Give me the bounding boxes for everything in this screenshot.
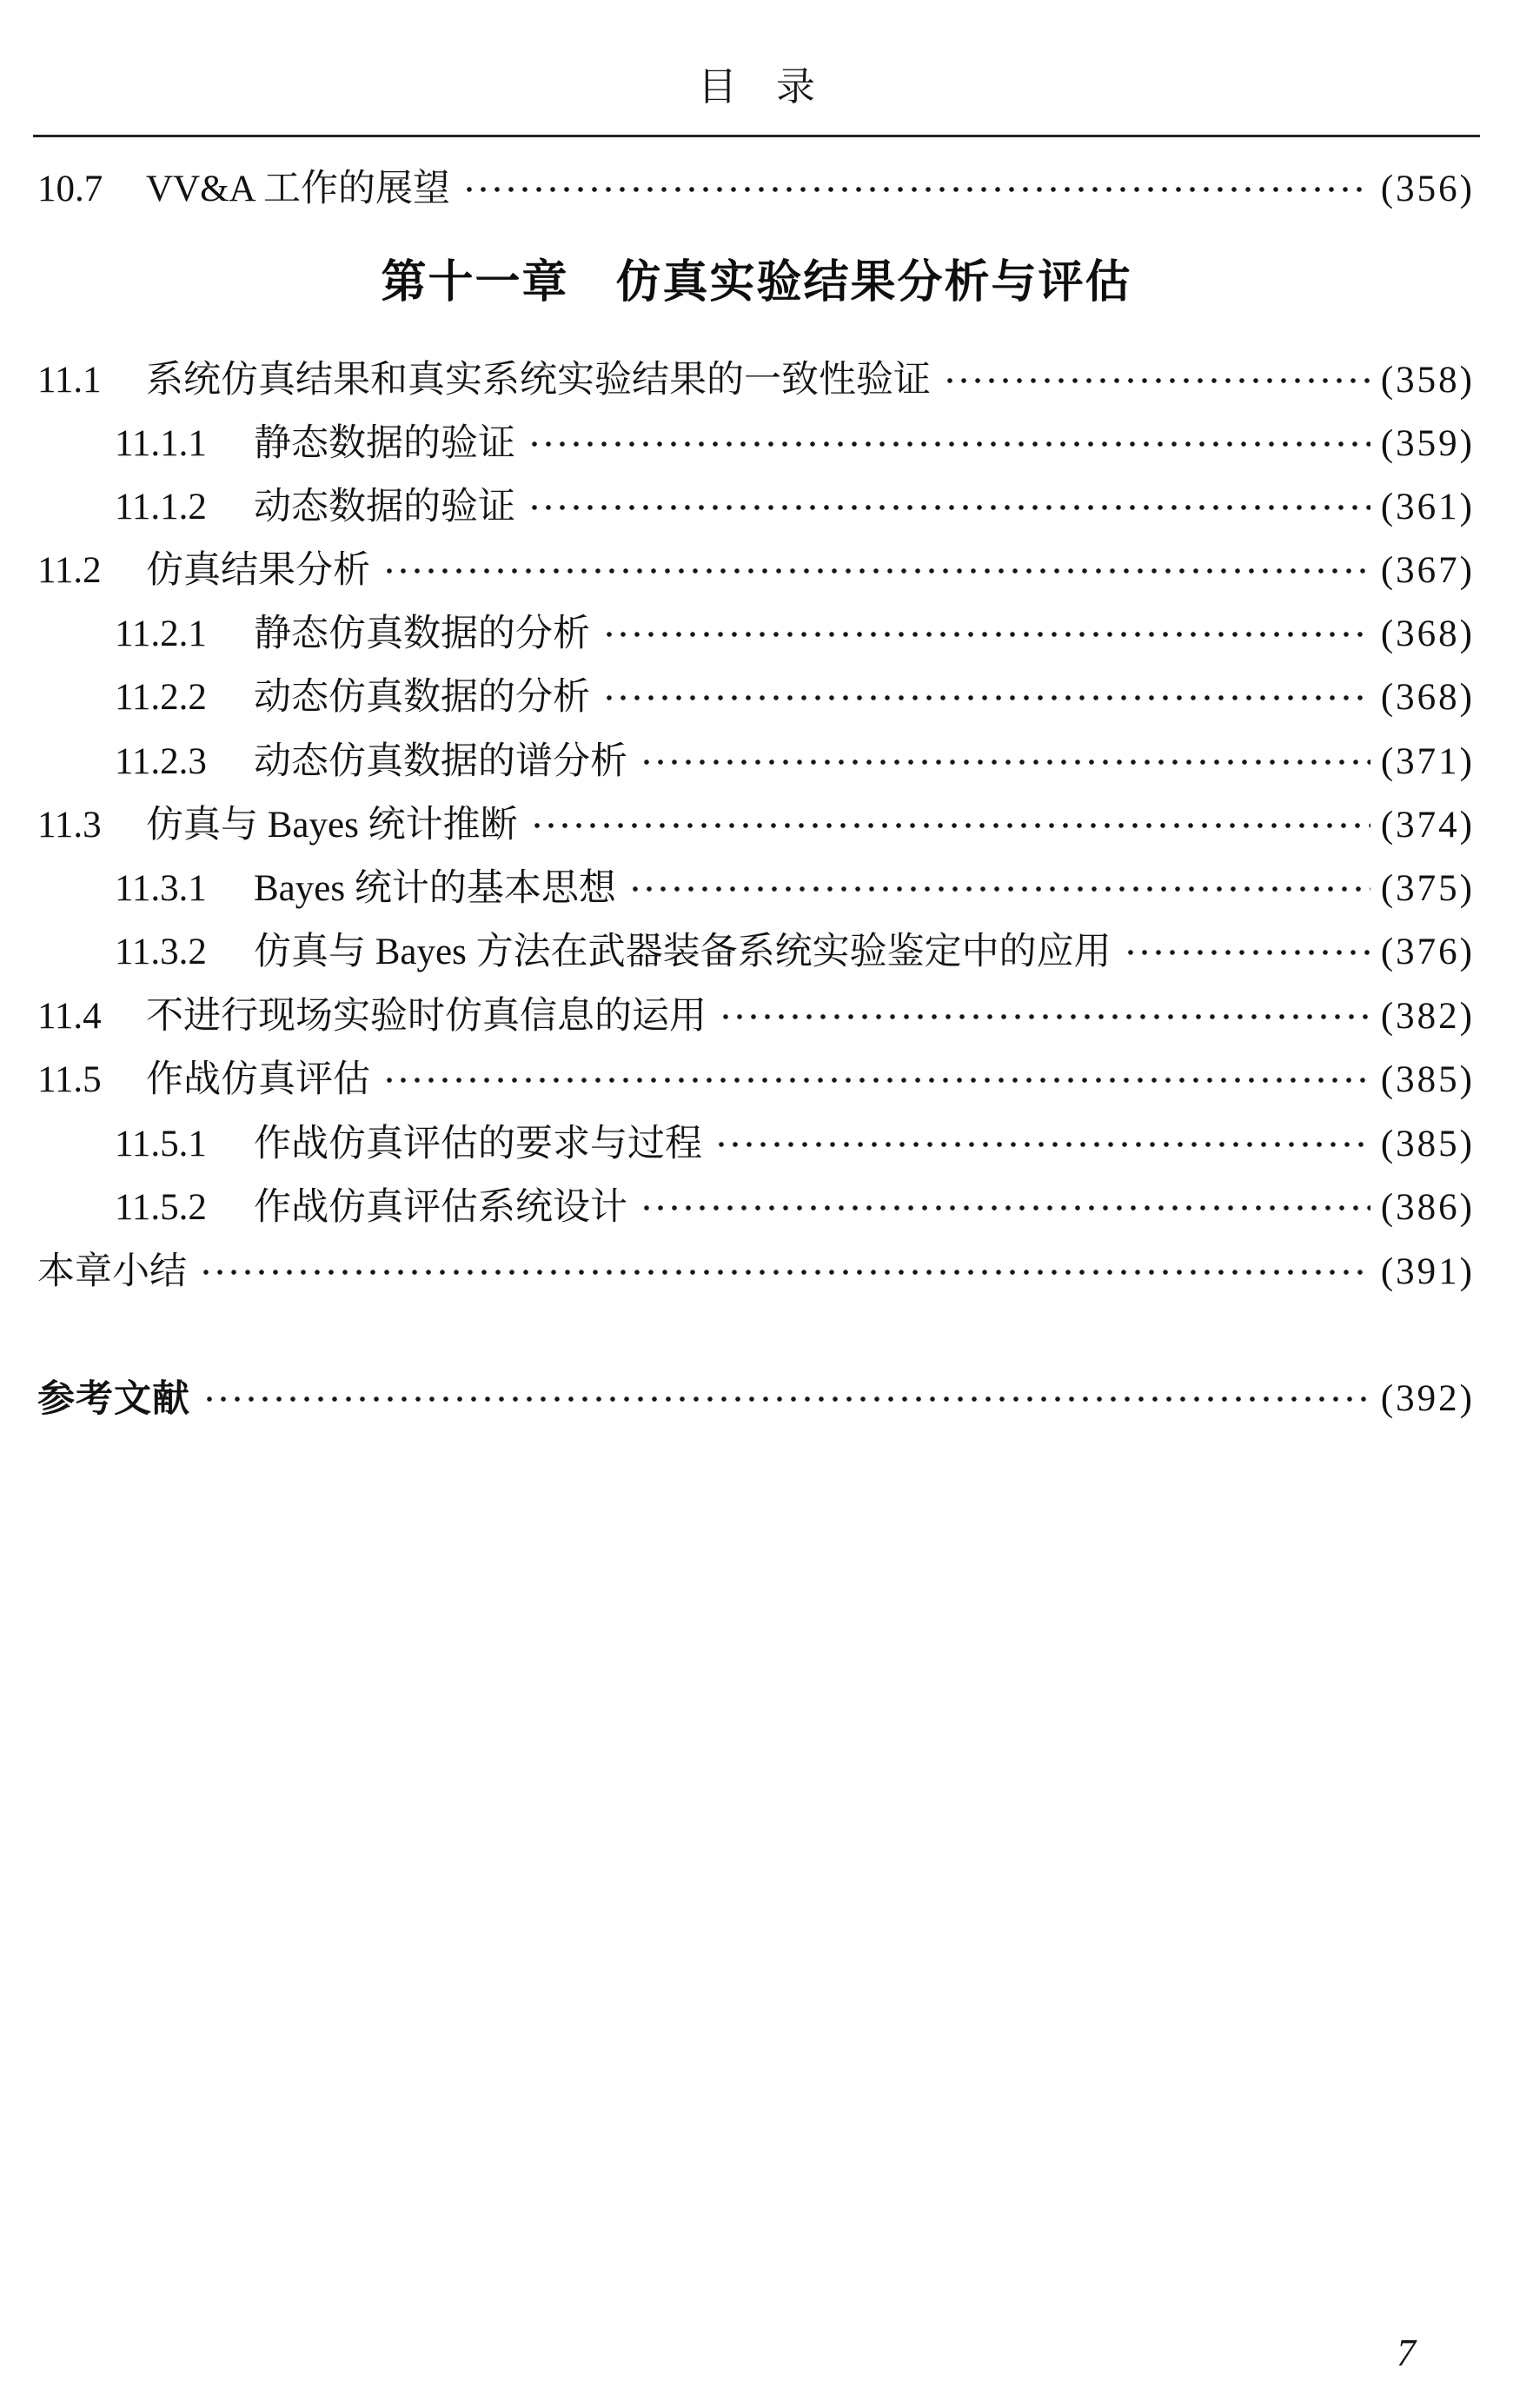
dot-leader <box>640 735 1370 789</box>
toc-entry-11-3-1 <box>37 862 1475 916</box>
dot-leader <box>530 799 1370 852</box>
entry-title: 仿真结果分析 <box>146 550 370 591</box>
entry-page-number: (358) <box>1380 360 1475 401</box>
entry-title: 动态仿真数据的谱分析 <box>254 741 627 782</box>
dot-leader <box>382 1053 1370 1107</box>
entry-page-number: (382) <box>1380 996 1475 1037</box>
entry-title: 仿真与 Bayes 统计推断 <box>146 805 518 846</box>
dot-leader <box>602 607 1370 661</box>
entry-number: 11.2 <box>37 550 102 591</box>
entry-page-number: (375) <box>1380 868 1475 909</box>
header-rule <box>33 135 1480 137</box>
entry-number: 11.2.3 <box>115 741 207 782</box>
toc-entry-references <box>37 1372 1475 1426</box>
toc-entry-11-2-1 <box>37 607 1475 661</box>
entry-number: 11.2.1 <box>115 614 207 654</box>
entry-page-number: (391) <box>1380 1251 1475 1292</box>
entry-number: 10.7 <box>37 169 103 209</box>
entry-number: 11.5.1 <box>115 1124 207 1164</box>
entry-page-number: (376) <box>1380 932 1475 972</box>
dot-leader <box>602 671 1370 725</box>
entry-number: 11.5.2 <box>115 1187 207 1228</box>
entry-number: 11.1 <box>37 360 102 401</box>
toc-entry-11-5-1 <box>37 1118 1475 1171</box>
toc-entry-11-1-2 <box>37 481 1475 534</box>
entry-number: 11.3 <box>37 805 102 846</box>
entry-page-number: (385) <box>1380 1124 1475 1164</box>
dot-leader <box>714 1118 1370 1171</box>
toc-entry-11-3-2 <box>37 925 1475 979</box>
chapter-heading: 第十一章 仿真实验结果分析与评估 <box>381 257 1132 308</box>
entry-page-number: (392) <box>1380 1378 1475 1419</box>
entry-number: 11.1.1 <box>115 423 207 464</box>
dot-leader <box>1124 925 1370 979</box>
toc-entry-11-3 <box>37 799 1475 852</box>
toc-entry-11-5-2 <box>37 1181 1475 1235</box>
toc-entry-chapter-summary <box>37 1245 1475 1299</box>
entry-page-number: (374) <box>1380 805 1475 846</box>
entry-number: 11.4 <box>37 996 102 1037</box>
entry-title: 不进行现场实验时仿真信息的运用 <box>146 996 707 1037</box>
entry-number: 11.5 <box>37 1059 102 1100</box>
entry-number: 11.2.2 <box>115 677 207 718</box>
toc-entry-11-5 <box>37 1053 1475 1107</box>
dot-leader <box>462 163 1370 216</box>
entry-number: 11.1.2 <box>115 487 207 527</box>
entry-page-number: (367) <box>1380 550 1475 591</box>
dot-leader <box>719 990 1370 1044</box>
toc-entry-11-4 <box>37 990 1475 1044</box>
entry-page-number: (361) <box>1380 487 1475 527</box>
toc-entry-10-7 <box>37 163 1475 216</box>
entry-title: 动态仿真数据的分析 <box>254 677 590 718</box>
entry-title: 作战仿真评估的要求与过程 <box>254 1124 702 1164</box>
toc-entry-11-1 <box>37 354 1475 408</box>
entry-title: 动态数据的验证 <box>254 487 515 527</box>
page-header-title: 目 录 <box>697 65 815 109</box>
entry-title: 静态数据的验证 <box>254 423 515 464</box>
toc-entry-11-1-1 <box>37 417 1475 471</box>
entry-title: 仿真与 Bayes 方法在武器装备系统实验鉴定中的应用 <box>254 932 1112 972</box>
entry-title: VV&A 工作的展望 <box>146 169 450 209</box>
entry-number: 11.3.1 <box>115 868 207 909</box>
dot-leader <box>382 544 1370 598</box>
dot-leader <box>528 481 1370 534</box>
toc-entry-11-2-2 <box>37 671 1475 725</box>
dot-leader <box>640 1181 1370 1235</box>
entry-title: Bayes 统计的基本思想 <box>254 868 616 909</box>
entry-number: 11.3.2 <box>115 932 207 972</box>
toc-entry-11-2-3 <box>37 735 1475 789</box>
entry-page-number: (359) <box>1380 423 1475 464</box>
dot-leader <box>628 862 1370 916</box>
entry-page-number: (386) <box>1380 1187 1475 1228</box>
entry-page-number: (371) <box>1380 741 1475 782</box>
dot-leader <box>528 417 1370 471</box>
entry-title: 参考文献 <box>37 1378 190 1420</box>
entry-page-number: (385) <box>1380 1059 1475 1100</box>
dot-leader <box>943 354 1370 408</box>
toc-entry-11-2 <box>37 544 1475 598</box>
dot-leader <box>202 1372 1370 1426</box>
entry-title: 作战仿真评估 <box>146 1059 370 1100</box>
entry-page-number: (368) <box>1380 677 1475 718</box>
entry-title: 系统仿真结果和真实系统实验结果的一致性验证 <box>146 360 931 401</box>
entry-title: 本章小结 <box>37 1251 187 1292</box>
entry-title: 作战仿真评估系统设计 <box>254 1187 627 1228</box>
entry-title: 静态仿真数据的分析 <box>254 614 590 654</box>
page-folio-number: 7 <box>1397 2332 1416 2374</box>
entry-page-number: (356) <box>1380 169 1475 209</box>
dot-leader <box>199 1245 1370 1299</box>
entry-page-number: (368) <box>1380 614 1475 654</box>
